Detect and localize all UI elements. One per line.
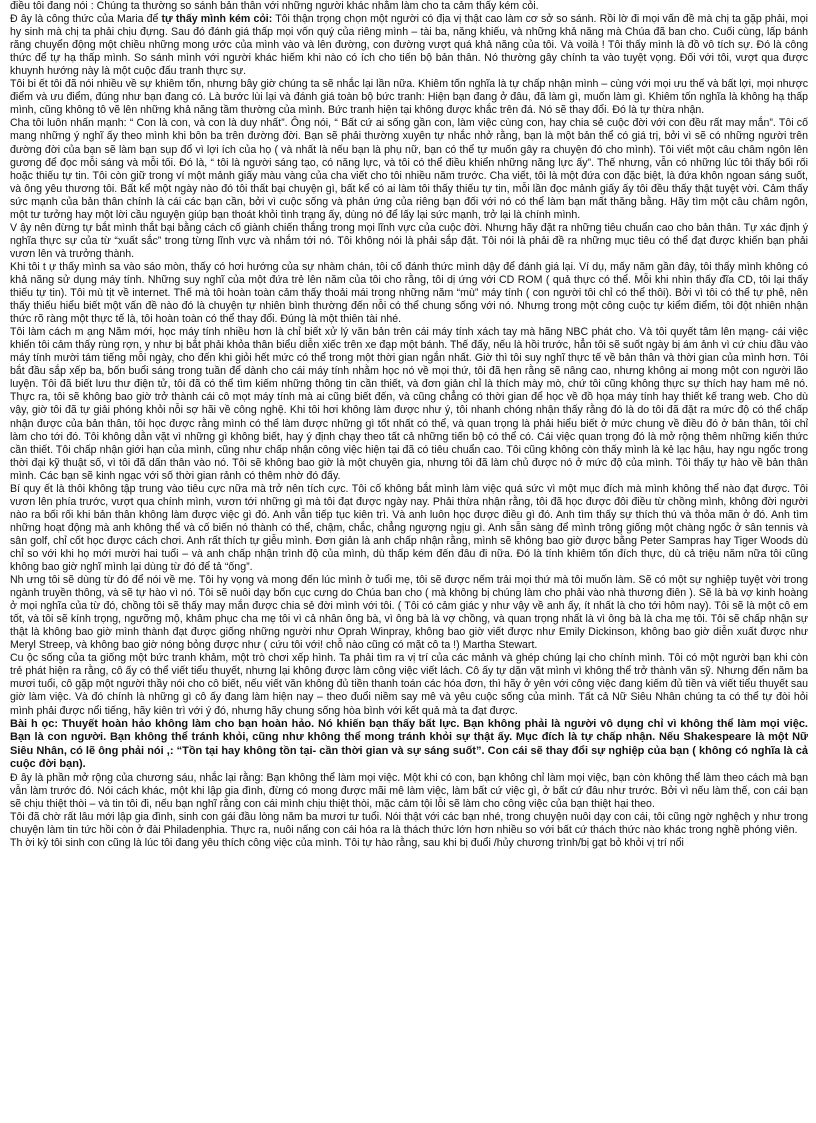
- paragraph: Th ời kỳ tôi sinh con cũng là lúc tôi đang yêu thích công việc của mình. Tôi tự hào rằng, sau khi bị đuổi /hủy chương trình/bị gạt bỏ khỏi vị trí nổi: [10, 837, 684, 850]
- paragraph: Tôi làm cách m ạng Năm mới, học máy tính nhiều hơn là chỉ biết xử lý văn bản trên cái máy tính xách tay mà hãng NBC phát cho. Và tôi quyết tâm lên mạng- cái việc khiến tôi cảm thấy rùng rợn, y như bị bắt phải khỏa thân biểu diễn xiếc trên xe đạp một bánh. Thế đấy, nếu là hồi trước, hẳn tôi sẽ suốt ngày bị ám ảnh vì cứ chiu đầu vào máy tính mười tám tiếng mỗi ngày, cho đến khi giỏi hết mức có thể trong một thời gian ngắn nhất. Giờ thì tôi suy nghĩ thực tế về bản thân và thời gian của mình hơn. Tôi bắt đầu sắp xếp ba, bốn buổi sáng trong tuần để dành cho cái máy tính nhằm học nó về mọi thứ, tôi đã hẹn rằng sẽ nâng cao, nhưng không ai mong một con người lão luyện. Tôi đã biết lưu thư điện tử, tôi đã có thể tìm kiếm những thông tin cần thiết, và đơn giản chỉ là thích mày mò, chứ tôi cũng không thực sự thích hay ham mê nó. Thực ra, tôi sẽ không bao giờ trở thành cái cô mọt máy tính mà ai cũng biết đến, và cũng chẳng có thời gian để học về đồ họa máy tính hay thiết kế trang web. Cho dù vậy, giờ tôi đã tự giải phóng khỏi nỗi sợ hãi về công nghệ. Khi tôi hơi không làm được như ý, tôi nhanh chóng nhận thấy rằng đó là do tôi đã đặt ra mức độ có thể chấp nhận được của bản thân, tôi học được rằng mình có thể làm được những gì tốt nhất có thể, và quan trọng là phải hiểu biết ở mức chung về điều đó ở bản thân, tôi chỉ làm cho tới đó. Tôi không dằn vặt vì những gì không biết, hay ý định chạy theo tất cả những tiến bộ có thể có. Cái việc quan trọng đó là mở rộng thêm những kiến thức cần thiết. Tôi chấp nhận giới hạn của mình, cũng như chấp nhận công việc hiện tại đã có tiêu chuẩn cao. Tôi cũng không còn thấy mình là kẻ lạc hậu, hay ngu ngốc trong thời đại kỹ thuật số, vì tôi đã dấn thân vào nó. Tôi sẽ không bao giờ là một chuyên gia, nhưng tôi đã làm chủ được nó ở mức độ của mình. Tôi thấy tự hào về bản thân mình. Các bạn sẽ kinh ngạc với số thời gian rảnh có thêm nhờ đó đấy.: [10, 326, 808, 482]
- paragraph: Cu ộc sống của ta giống một bức tranh khảm, một trò chơi xếp hình. Ta phải tìm ra vị trí của các mảnh và ghép chúng lại cho chính mình. Tôi có một người bạn khi còn trẻ phát hiện ra rằng, cô ấy có thể viết tiểu thuyết, nhưng lại không được làm công việc viết lách. Cô ấy tự dặn vặt mình vì không thể trở thành văn sỹ. Nhưng đến năm ba mươi tuổi, cô gặp một người thầy nói cho cô biết, nếu viết văn không đủ tiền thanh toán các hóa đơn, thì hãy ở yên với công việc đang kiếm đủ tiền và viết tiểu thuyết sau giờ làm việc. Và đó chính là những gì cô ấy đang làm hiện nay – theo đuổi niềm say mê và yêu cuộc sống của mình. Tất cả Nữ Siêu Nhân chúng ta có thể tự đòi hỏi mình phải được nổi tiếng, hãy kiên trì với ý đó, nhưng hãy chung sống hòa bình với kết quả mà ta đạt được.: [10, 652, 809, 717]
- paragraph-self-criticism-formula: Đ ây là công thức của Maria để tự thấy mình kém cỏi: Tôi thận trọng chọn một người có địa vị thật cao làm cơ sở so sánh. Rồi lờ đi mọi vấn đề mà chị ta gặp phải, mọi hy sinh mà chị ta phải chịu đựng. Sau đó đánh giá thấp mọi vốn quý của riêng mình – tài ba, năng khiếu, và những khả năng mà Chúa đã ban cho. Cuối cùng, lấp bánh răng chuyển động một chiều những mong ước của mình vào và lên đường, con đường vượt quá khả năng của tôi. Và voilà ! Tôi thấy mình là đồ vô tích sự. Đó là công thức để tự hạ thấp mình. So sánh mình với người khác hiếm khi nào có ích cho tiến bộ bản thân. Nó thường gây chính ta vào tuyệt vọng. Đối với tôi, vượt qua được khuynh hướng này là một cuộc đấu tranh thực sự.: [10, 13, 808, 78]
- paragraph: V ậy nên đừng tự bắt mình thắt bại bằng cách cố giành chiến thắng trong mọi lĩnh vực của cuộc đời. Nhưng hãy đặt ra những tiêu chuẩn cao cho bản thân. Tự xác định ý nghĩa thực sự của từ “xuất sắc” trong từng lĩnh vực và nhắm tới nó. Tôi không nói là phải sắp đặt. Tôi nói là phải đề ra những mục tiêu có thể đạt được khiến bạn phải vươn lên và trưởng thành.: [10, 221, 808, 260]
- paragraph: Khi tôi t ự thấy mình sa vào sáo mòn, thấy có hơi hướng của sự nhàm chán, tôi cố đánh thức mình dậy để đánh giá lại. Ví dụ, mấy năm gần đây, tôi thấy mình không có khả năng sử dụng máy tính. Những suy nghĩ của một đứa trẻ lên năm của tôi cho rằng, tôi dị ứng với CD ROM ( quả thực có thể. Mỗi khi nhìn thấy đĩa CD, tôi lại thấy thiếu tự tin). Tôi mù tịt về internet. Thế mà tôi hoàn toàn cảm thấy thoải mái trong những năm “mù” máy tính ( con người tôi chỉ có thể thôi). Bởi vì tôi có thể tự phê, nên thấy thiếu hiểu biết một vấn đề nào đó là chuyện tự nhiên bình thường đến nỗi có thể chung sống với nó. Nhưng trong một công cuộc tự kiểm điểm, tôi đột nhiên nhận thức rõ ràng một thực tế là, tôi hoàn toàn có thể thay đổi. Đúng là một thiên tài nhé.: [10, 260, 808, 326]
- paragraph: Đ ây là phần mở rộng của chương sáu, nhắc lại rằng: Bạn không thể làm mọi việc. Một khi có con, bạn không chỉ làm mọi việc, bạn còn không thể làm theo cách mà bạn vẫn làm trước đó. Nói cách khác, một khi lập gia đình, đừng có mong được mãi mê làm việc, làm bất cứ việc gì, ở bất cứ đâu như trước. Bởi vì nếu làm thế, con cái bạn sẽ chịu thiệt thòi – và tin tôi đi, nếu bạn nghĩ rằng con cái mình chịu thiệt thòi, mặc cảm tội lỗi sẽ làm cho công việc của bạn thiệt hại theo.: [10, 771, 808, 811]
- lesson-heading: Bài h ọc: Thuyết hoàn hảo không làm cho bạn hoàn hảo. Nó khiến bạn thấy bất lực. Bạn không phải là người vô dụng chỉ vì không thể làm mọi việc. Bạn là con người. Bạn không thể tránh khỏi, cũng như không thể mong tránh khỏi sự thật ấy. Mục đích là tự chấp nhận. Nếu Shakespeare là một Nữ Siêu Nhân, có lẽ ông phải nói ,: “Tồn tại hay không tồn tại- cần thời gian và sự sáng suốt”. Con cái sẽ thay đổi sự nghiệp của bạn ( không có nghĩa là cả cuộc đời bạn).: [10, 717, 808, 771]
- bold-phrase: tự thấy mình kém cỏi:: [161, 13, 273, 26]
- paragraph: Cha tôi luôn nhấn mạnh: “ Con là con, và con là duy nhất”. Ông nói, “ Bất cứ ai sống gần con, làm việc cùng con, hay chia sẻ cuộc đời với con đều rất may mắn”. Tôi cố mang những ý nghĩ ấy theo mình khi bôn ba trên đường đời. Bạn sẽ phải thường xuyên tự nhắc nhở rằng, bạn là một bản thể có giá trị, bởi vì sẽ có những người trên đường đời của bạn sẽ làm bạn sụp đổ vì lợi ích của họ ( và nhất là nếu bạn là phụ nữ, bạn có thể tự muốn gây ra chuyện đó cho mình). Tôi viết một câu châm ngôn lên gương để đọc mỗi sáng và mỗi tối. Đó là, “ tôi là người sáng tạo, có năng lực, và tôi có thể điều khiển những năng lực ấy”. Thế nhưng, vẫn có những lúc tôi thấy bối rối hoặc thiếu tự tin. Tôi còn giữ trong ví một mảnh giấy màu vàng của cha viết cho tôi nhiều năm trước. Cha viết, tôi là một đứa con đặc biệt, là đứa khôn ngoan sáng suốt, và ông yêu thương tôi. Bất kể một ngày nào đó tôi thất bại chuyện gì, bất kể có ai làm tôi thấy thiếu tự tin, mỗi lần đọc mảnh giấy ấy tôi đều thấy thật tuyệt vời. Cảm thấy sức mạnh của bản thân chính là cái các bạn cần, bởi vì cuộc sống và phản ứng của riêng bạn đối với nó có thể làm bạn mất thăng bằng. Hãy tìm một câu châm ngôn, một tư tưởng hay một lời cầu nguyện giúp bạn thoát khỏi tình trạng ấy, dùng nó để lấy lại sức mạnh, trở lại là chính mình.: [10, 117, 808, 221]
- paragraph: Tôi bi ết tôi đã nói nhiều về sự khiêm tốn, nhưng bây giờ chúng ta sẽ nhắc lại lần nữa. Khiêm tốn nghĩa là tự chấp nhận mình – cùng với mọi ưu thế và bất lợi, mọi nhược điểm và ưu điểm, đúng như bạn đang có. Là bước lùi lại và đánh giá toàn bộ bức tranh: Hiện bạn đang ở đâu, đã làm gì, muốn làm gì. Khiêm tốn nghĩa là không hạ thấp mình, cũng không tô vẽ lên những khả năng tầm thường của mình. Bức tranh hiện tại không được khắc trên đá. Nó sẽ thay đổi. Đó là tự thừa nhận.: [10, 78, 808, 117]
- paragraph: Tôi đã chờ rất lâu mới lập gia đình, sinh con gái đầu lòng năm ba mươi tư tuổi. Nói thật với các bạn nhé, trong chuyện nuôi dạy con cái, tôi cũng ngờ nghệch y như trong chuyện làm tin tức hồi còn ở đài Philadenphia. Thực ra, nuôi nấng con cái hóa ra là thách thức lớn hơn nhiều so với bất cứ thách thức nào khác trong nghề phóng viên.: [10, 811, 808, 837]
- paragraph: Bí quy ết là thôi không tập trung vào tiêu cực nữa mà trở nên tích cực. Tôi cố không bắt mình làm việc quá sức vì một mục đích mà mình không thể nào đạt được. Tôi vươn lên phía trước, vượt qua chính mình, vươn tới những gì mà tôi đạt được ngày nay. Phải thừa nhận rằng, tôi đã học được đôi điều từ chồng mình, không đời người nào ra bối rối khi bản thân không làm được việc gì đó. Anh vẫn tiếp tục kiên trì. Và anh luôn học được điều gì đó. Anh tìm thấy sự thích thú và thỏa mãn ở đó. Anh tìm những hoạt động mà anh không thể và cố biến nó thành có thể, chậm, chắc, chẳng ngượng ngịu gì. Anh sẵn sàng để mình trông giống một chàng ngốc ở sân tennis và sân golf, chỉ cốt học được cách chơi. Anh rất thích tự giễu mình. Đơn giản là anh chấp nhận rằng, mình sẽ không bao giờ được bằng Peter Sampras hay Tiger Woods dù chỉ so với khi họ mới mười hai tuổi – và anh chấp nhận trình độ của mình, dù thấp kém đến đâu đi nữa. Đó là tính khiêm tốn đích thực, dù cả triệu năm nữa tôi cũng không bao giờ nghĩ mình lại dùng từ đó để tả “ống”.: [10, 482, 808, 574]
- paragraph: Nh ưng tôi sẽ dùng từ đó để nói về mẹ. Tôi hy vọng và mong đến lúc mình ở tuổi mẹ, tôi sẽ được nếm trải mọi thứ mà tôi muốn làm. Sẽ có một sự nghiệp tuyệt vời trong ngành truyền thông, và sẽ tự hào vì nó. Tôi sẽ nuôi dạy bốn cục cưng do Chúa ban cho ( mà không bị chúng làm cho phải vào nhà thương điên ). Sẽ là bà vợ kinh hoàng ở mọi nghĩa của từ đó, chồng tôi sẽ thấy may mắn được chia sẻ đời mình với tôi. ( Tôi có cảm giác y như vậy về anh ấy, ít nhất là cho tới hôm nay). Tôi sẽ là một cô em tốt, và tôi sẽ kính trọng, ngưỡng mộ, khâm phục cha mẹ tôi vì cả nhân ông bà, vì ông bà là vợ chồng, và quan trọng nhất là vì ông bà là cha mẹ tôi. Tôi sẽ chấp nhận sự thật là không bao giờ mình thành đạt được giống những người như Oprah Winpray, không bao giờ viết được như Emily Dickinson, không bao giờ diễn xuất được như Meryl Streep, và không bao giờ nóng bỏng được như ( cứu tôi với! chỗ nào cũng có mặt cô ta !) Martha Stewart.: [10, 574, 808, 652]
- paragraph: điều tôi đang nói : Chúng ta thường so sánh bản thân với những người khác nhằm làm cho ta cảm thấy kém cỏi.: [10, 0, 539, 12]
